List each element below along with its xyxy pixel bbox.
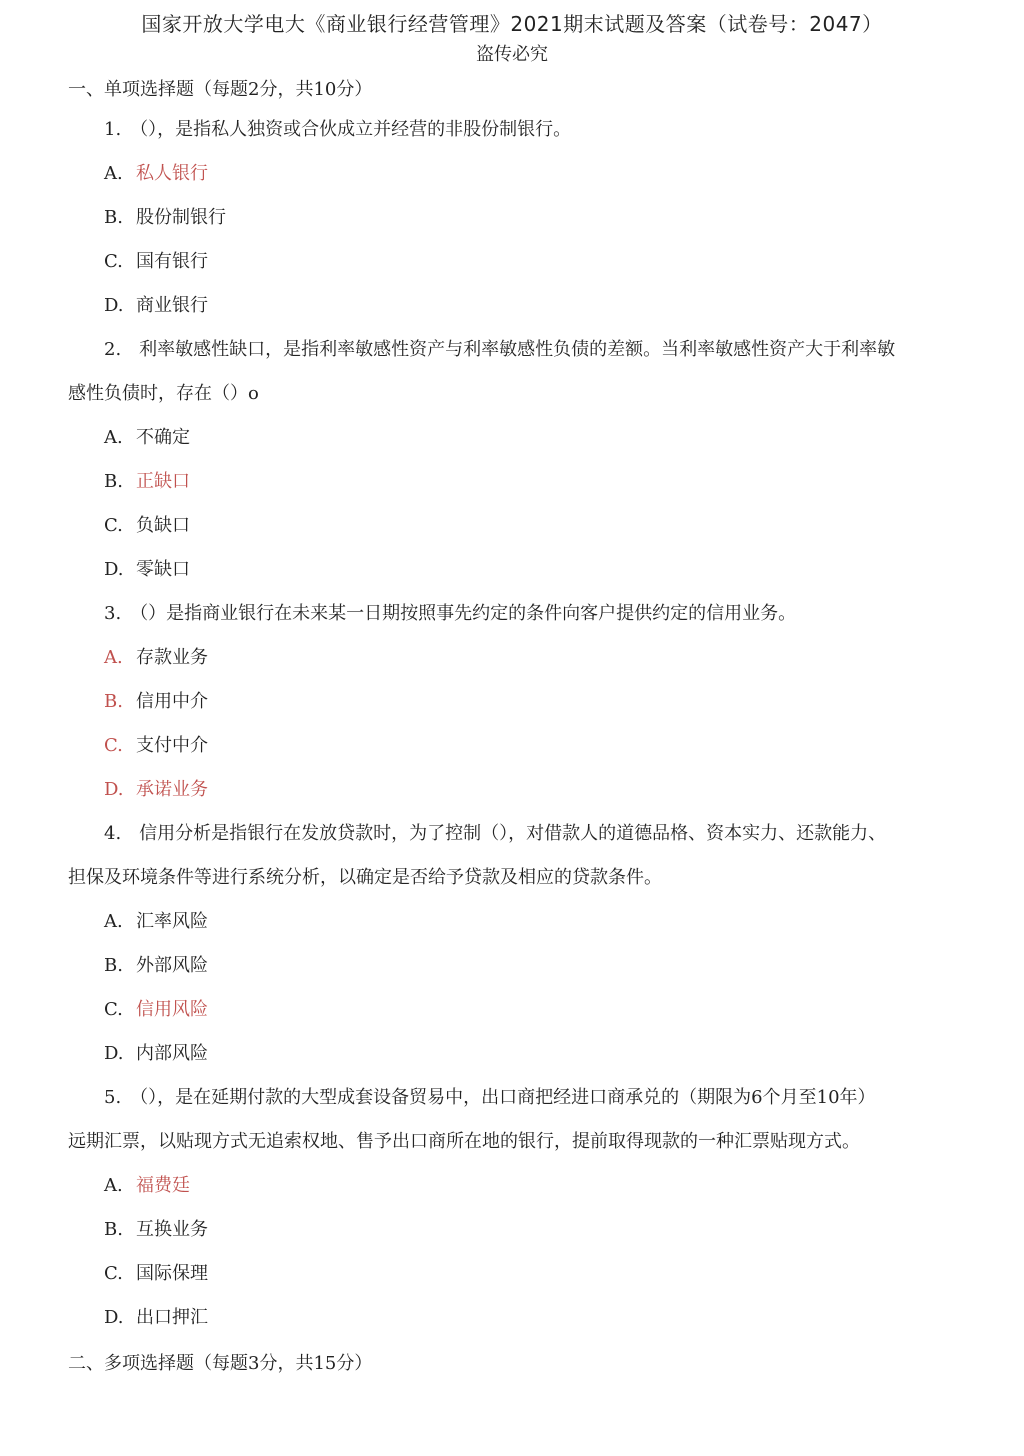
question-3-option-d: [104, 778, 208, 802]
question-1-option-a: [104, 162, 208, 186]
option-letter: A.: [104, 911, 123, 932]
question-3-option-a: [104, 646, 208, 670]
question-5-text: 5. （），是在延期付款的大型成套设备贸易中，出口商把经进口商承兑的（期限为6个月至10年）: [104, 1087, 876, 1108]
option-text: 国有银行: [136, 251, 208, 272]
section-heading-single-choice: 一、单项选择题（每题2分，共10分）: [68, 79, 373, 100]
option-letter: A.: [104, 1175, 123, 1196]
question-5-option-d: [104, 1306, 208, 1330]
question-1-option-c: [104, 250, 208, 274]
question-2-text: 2. 利率敏感性缺口，是指利率敏感性资产与利率敏感性负债的差额。当利率敏感性资产大于利率敏: [104, 339, 896, 360]
question-2-text-cont: 感性负债时，存在（）o: [68, 383, 259, 404]
question-3-text: 3. （）是指商业银行在未来某一日期按照事先约定的条件向客户提供约定的信用业务。: [104, 603, 797, 624]
option-text: 外部风险: [136, 955, 208, 976]
option-text: 信用风险: [136, 999, 208, 1020]
option-letter: B.: [104, 471, 123, 492]
option-letter: A.: [104, 427, 123, 448]
option-letter: D.: [104, 295, 124, 316]
option-letter: B.: [104, 1219, 123, 1240]
question-3-option-b: [104, 690, 208, 714]
section-heading-multiple-choice: 二、多项选择题（每题3分，共15分）: [68, 1353, 373, 1374]
option-letter: C.: [104, 1263, 123, 1284]
option-letter: B.: [104, 207, 123, 228]
option-text: 信用中介: [136, 691, 208, 712]
option-text: 汇率风险: [136, 911, 208, 932]
option-text: 互换业务: [136, 1219, 208, 1240]
option-letter: C.: [104, 999, 123, 1020]
option-text: 内部风险: [136, 1043, 208, 1064]
option-text: 私人银行: [136, 163, 208, 184]
option-text: 支付中介: [136, 735, 208, 756]
option-letter: B.: [104, 955, 123, 976]
document-title: 国家开放大学电大《商业银行经营管理》2021期末试题及答案（试卷号：2047）: [141, 12, 883, 36]
option-letter: B.: [104, 691, 123, 712]
option-text: 存款业务: [136, 647, 208, 668]
question-1-option-b: [104, 206, 226, 230]
option-text: 出口押汇: [136, 1307, 208, 1328]
option-letter: C.: [104, 251, 123, 272]
question-1-text: 1. （），是指私人独资或合伙成立并经营的非股份制银行。: [104, 119, 572, 140]
option-letter: C.: [104, 735, 123, 756]
question-2-option-d: [104, 558, 190, 582]
option-letter: C.: [104, 515, 123, 536]
question-4-option-c: [104, 998, 208, 1022]
option-text: 负缺口: [136, 515, 190, 536]
question-1-option-d: [104, 294, 208, 318]
question-2-option-b: [104, 470, 190, 494]
option-letter: D.: [104, 1307, 124, 1328]
question-5-option-c: [104, 1262, 208, 1286]
question-2-option-c: [104, 514, 190, 538]
question-4-text-cont: 担保及环境条件等进行系统分析，以确定是否给予贷款及相应的贷款条件。: [68, 867, 662, 888]
question-5-option-a: [104, 1174, 190, 1198]
question-4-option-d: [104, 1042, 208, 1066]
option-text: 零缺口: [136, 559, 190, 580]
option-text: 不确定: [136, 427, 190, 448]
option-text: 承诺业务: [136, 779, 208, 800]
option-letter: D.: [104, 1043, 124, 1064]
question-5-text-cont: 远期汇票，以贴现方式无追索权地、售予出口商所在地的银行，提前取得现款的一种汇票贴现方式。: [68, 1131, 860, 1152]
question-4-text: 4. 信用分析是指银行在发放贷款时，为了控制（），对借款人的道德品格、资本实力、还款能力、: [104, 823, 887, 844]
question-4-option-b: [104, 954, 208, 978]
document-subtitle: 盗传必究: [476, 44, 548, 65]
question-5-option-b: [104, 1218, 208, 1242]
question-3-option-c: [104, 734, 208, 758]
option-text: 股份制银行: [136, 207, 226, 228]
option-letter: A.: [104, 647, 123, 668]
option-text: 正缺口: [136, 471, 190, 492]
option-text: 国际保理: [136, 1263, 208, 1284]
option-text: 福费廷: [136, 1175, 190, 1196]
question-4-option-a: [104, 910, 208, 934]
option-letter: A.: [104, 163, 123, 184]
option-letter: D.: [104, 559, 124, 580]
question-2-option-a: [104, 426, 190, 450]
option-text: 商业银行: [136, 295, 208, 316]
option-letter: D.: [104, 779, 124, 800]
